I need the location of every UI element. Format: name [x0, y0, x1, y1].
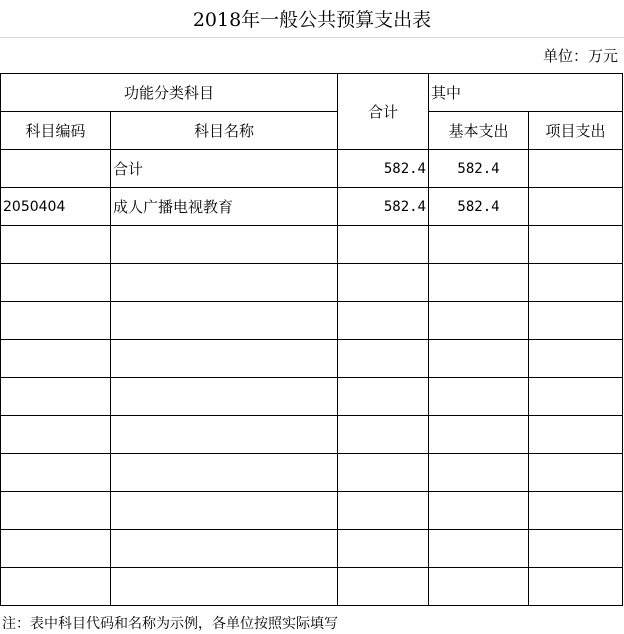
- cell-total[interactable]: [338, 340, 429, 378]
- table-row: [1, 378, 623, 416]
- budget-table-wrapper: [0, 73, 623, 606]
- cell-basic-expense[interactable]: [429, 378, 529, 416]
- cell-project-expense[interactable]: [529, 264, 623, 302]
- cell-name[interactable]: [111, 492, 338, 530]
- table-row: [1, 416, 623, 454]
- table-row: [1, 302, 623, 340]
- cell-basic-expense[interactable]: [429, 264, 529, 302]
- cell-name[interactable]: [111, 302, 338, 340]
- cell-name[interactable]: 成人广播电视教育: [111, 188, 338, 226]
- footnote: [2, 611, 338, 634]
- cell-total[interactable]: 582.4: [338, 188, 429, 226]
- cell-project-expense[interactable]: [529, 340, 623, 378]
- cell-name[interactable]: [111, 226, 338, 264]
- cell-basic-expense[interactable]: [429, 492, 529, 530]
- unit-row: [0, 37, 620, 73]
- cell-basic-expense[interactable]: [429, 568, 529, 606]
- cell-total[interactable]: [338, 416, 429, 454]
- header-row-1: [1, 74, 623, 112]
- cell-name[interactable]: [111, 416, 338, 454]
- cell-code[interactable]: [1, 492, 111, 530]
- cell-name[interactable]: [111, 264, 338, 302]
- cell-basic-expense[interactable]: 582.4: [429, 188, 529, 226]
- header-row-2: [1, 112, 623, 150]
- cell-project-expense[interactable]: [529, 530, 623, 568]
- cell-code[interactable]: [1, 226, 111, 264]
- cell-project-expense[interactable]: [529, 150, 623, 188]
- header-total[interactable]: 合计: [338, 74, 429, 150]
- table-row: [1, 188, 623, 226]
- cell-total[interactable]: [338, 302, 429, 340]
- table-row: [1, 226, 623, 264]
- table-row: [1, 568, 623, 606]
- cell-name[interactable]: [111, 378, 338, 416]
- cell-total[interactable]: [338, 378, 429, 416]
- cell-basic-expense[interactable]: [429, 454, 529, 492]
- cell-total[interactable]: [338, 264, 429, 302]
- cell-code[interactable]: [1, 454, 111, 492]
- cell-name[interactable]: [111, 454, 338, 492]
- cell-basic-expense[interactable]: [429, 340, 529, 378]
- cell-name[interactable]: 合计: [111, 150, 338, 188]
- cell-project-expense[interactable]: [529, 226, 623, 264]
- cell-name[interactable]: [111, 568, 338, 606]
- table-row: [1, 340, 623, 378]
- unit-label: 单位：万元: [542, 46, 618, 65]
- table-row: [1, 530, 623, 568]
- cell-total[interactable]: [338, 492, 429, 530]
- header-basic-expense[interactable]: 基本支出: [429, 112, 529, 150]
- cell-code[interactable]: [1, 302, 111, 340]
- cell-code[interactable]: 2050404: [1, 188, 111, 226]
- cell-name[interactable]: [111, 340, 338, 378]
- footnote-text: 注：表中科目代码和名称为示例，各单位按照实际填写: [2, 615, 338, 632]
- cell-project-expense[interactable]: [529, 454, 623, 492]
- cell-code[interactable]: [1, 416, 111, 454]
- cell-basic-expense[interactable]: [429, 416, 529, 454]
- cell-code[interactable]: [1, 530, 111, 568]
- cell-project-expense[interactable]: [529, 302, 623, 340]
- cell-basic-expense[interactable]: [429, 302, 529, 340]
- cell-code[interactable]: [1, 378, 111, 416]
- cell-project-expense[interactable]: [529, 378, 623, 416]
- cell-code[interactable]: [1, 264, 111, 302]
- header-project-expense[interactable]: 项目支出: [529, 112, 623, 150]
- cell-basic-expense[interactable]: [429, 530, 529, 568]
- cell-total[interactable]: 582.4: [338, 150, 429, 188]
- cell-project-expense[interactable]: [529, 492, 623, 530]
- sheet-title: [0, 0, 624, 38]
- cell-project-expense[interactable]: [529, 568, 623, 606]
- cell-total[interactable]: [338, 226, 429, 264]
- title-text: 2018年一般公共预算支出表: [192, 9, 432, 31]
- cell-code[interactable]: [1, 150, 111, 188]
- header-functional-category[interactable]: 功能分类科目: [1, 74, 338, 112]
- cell-project-expense[interactable]: [529, 416, 623, 454]
- header-of-which[interactable]: 其中: [429, 74, 623, 112]
- cell-code[interactable]: [1, 568, 111, 606]
- cell-basic-expense[interactable]: 582.4: [429, 150, 529, 188]
- table-row: [1, 454, 623, 492]
- cell-name[interactable]: [111, 530, 338, 568]
- cell-code[interactable]: [1, 340, 111, 378]
- cell-total[interactable]: [338, 568, 429, 606]
- cell-total[interactable]: [338, 530, 429, 568]
- cell-basic-expense[interactable]: [429, 226, 529, 264]
- cell-project-expense[interactable]: [529, 188, 623, 226]
- header-name[interactable]: 科目名称: [111, 112, 338, 150]
- cell-total[interactable]: [338, 454, 429, 492]
- table-row: [1, 150, 623, 188]
- budget-table: [0, 73, 623, 606]
- table-row: [1, 492, 623, 530]
- header-code[interactable]: 科目编码: [1, 112, 111, 150]
- table-row: [1, 264, 623, 302]
